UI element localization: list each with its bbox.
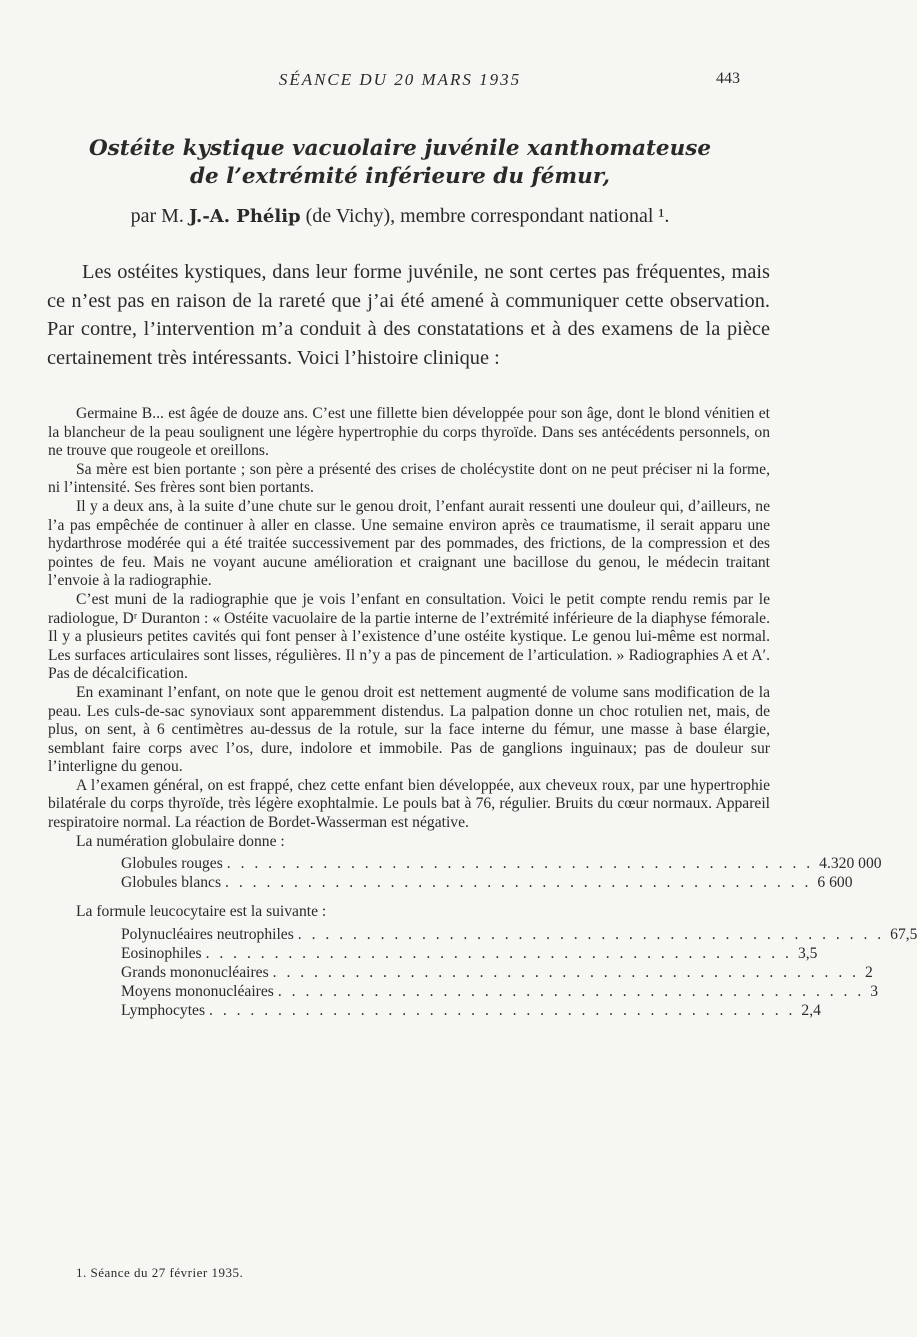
running-title: SÉANCE DU 20 MARS 1935 xyxy=(278,70,522,89)
page-number: 443 xyxy=(716,70,740,87)
table-row xyxy=(121,1001,821,1021)
row-value: 2 xyxy=(865,963,873,981)
row-label: Grands mononucléaires xyxy=(121,963,269,981)
footnote: 1. Séance du 27 février 1935. xyxy=(76,1265,244,1280)
formula-intro: La formule leucocytaire est la suivante : xyxy=(76,903,327,921)
dot-leader: . . . . . . . . . . . . . . . . . . . . . . . . . . . . . . . . . . . . . . . . . . . xyxy=(272,963,860,981)
table-row xyxy=(121,963,873,983)
intro-paragraph: Les ostéites kystiques, dans leur forme juvénile, ne sont certes pas fréquentes, mais ce n’est pas en raison de la rareté que j’ai été amené à communiquer cette observation. Par contre, l’intervention m’a conduit à des constatations et à des examens de la pièce certainement très intéressants. Voici l’histoire clinique : xyxy=(47,261,770,369)
paragraph: Germaine B... est âgée de douze ans. C’est une fillette bien développée pour son âge, dont le blond vénitien et la blancheur de la peau soulignent une légère hypertrophie du corps thyroïde. Dans ses antécédents personnels, on ne trouve que rougeole et oreillons. xyxy=(48,405,770,460)
table-row xyxy=(121,874,853,893)
row-label: Globules rouges xyxy=(121,855,223,873)
row-label: Polynucléaires neutrophiles xyxy=(121,925,294,943)
article-title xyxy=(40,135,760,191)
paragraph: Il y a deux ans, à la suite d’une chute sur le genou droit, l’enfant aurait ressenti une douleur qui, d’ailleurs, ne l’a pas empêchée de continuer à aller en classe. Une semaine environ après ce traumatisme, il serait apparu une hydarthrose modérée qui a été traitée successivement par des pommades, des frictions, de la compression et des pointes de feu. Mais ne voyant aucune amélioration et craignant une bacillose du genou, le médecin traitant l’envoie à la radiographie. xyxy=(48,497,770,590)
row-value: 6 600 xyxy=(817,874,853,892)
row-label: Lymphocytes xyxy=(121,1001,206,1019)
author-name: J.-A. Phélip xyxy=(188,206,301,227)
numeration-table xyxy=(121,855,882,893)
table-row xyxy=(121,944,818,964)
dot-leader: . . . . . . . . . . . . . . . . . . . . . . . . . . . . . . . . . . . . . . . . . . . xyxy=(297,925,885,943)
author-line xyxy=(40,205,760,228)
article-body xyxy=(48,405,917,1025)
paragraph: A l’examen général, on est frappé, chez cette enfant bien développée, aux cheveux roux, par une hypertrophie bilatérale du corps thyroïde, très légère exophtalmie. Le pouls bat à 76, régulier. Bruits du cœur normaux. Appareil respiratoire normal. La réaction de Bordet-Wasserman est négative. xyxy=(48,776,770,832)
numeration-intro: La numération globulaire donne : xyxy=(76,832,285,850)
dot-leader: . . . . . . . . . . . . . . . . . . . . . . . . . . . . . . . . . . . . . . . . . . . xyxy=(205,944,792,962)
page-header xyxy=(0,70,800,94)
row-label: Globules blancs xyxy=(121,874,222,892)
formula-table xyxy=(121,925,917,1021)
row-label: Moyens mononucléaires xyxy=(121,982,274,1000)
dot-leader: . . . . . . . . . . . . . . . . . . . . . . . . . . . . . . . . . . . . . . . . . . . xyxy=(277,982,865,1000)
row-value: 3 xyxy=(870,982,879,1000)
paragraph: Sa mère est bien portante ; son père a présenté des crises de cholécystite dont on ne peut préciser ni la forme, ni l’intensité. Ses frères sont bien portants. xyxy=(48,460,770,497)
dot-leader: . . . . . . . . . . . . . . . . . . . . . . . . . . . . . . . . . . . . . . . . . . . xyxy=(226,855,814,873)
title-line-1: Ostéite kystique vacuolaire juvénile xanthomateuse xyxy=(88,136,712,161)
row-value: 67,5 xyxy=(890,925,917,943)
paragraph: En examinant l’enfant, on note que le genou droit est nettement augmenté de volume sans modification de la peau. Les culs-de-sac synoviaux sont apparemment distendus. La palpation donne un choc rotulien net, mais, de plus, on sent, à 6 centimètres au-dessus de la rotule, sur la face interne du fémur, une masse à base élargie, semblant faire corps avec l’os, dure, indolore et immobile. Pas de ganglions inguinaux; pas de douleur sur l’interligne du genou. xyxy=(48,683,770,776)
dot-leader: . . . . . . . . . . . . . . . . . . . . . . . . . . . . . . . . . . . . . . . . . . . xyxy=(209,1001,796,1019)
author-affiliation: (de Vichy), membre correspondant national ¹. xyxy=(300,205,670,227)
paragraph: C’est muni de la radiographie que je vois l’enfant en consultation. Voici le petit compte rendu remis par le radiologue, Dʳ Duranton : « Ostéite vacuolaire de la partie interne de l’extrémité inférieure de la diaphyse fémorale. Il y a plusieurs petites cavités qui font penser à l’existence d’une ostéite kystique. Le genou lui-même est normal. Les surfaces articulaires sont lisses, régulières. Il n’y a pas de pincement de l’articulation. » Radiographies A et A′. Pas de décalcification. xyxy=(48,590,770,683)
table-row xyxy=(121,925,917,945)
row-value: 2,4 xyxy=(801,1001,821,1019)
table-row xyxy=(121,855,882,874)
row-value: 3,5 xyxy=(797,944,818,962)
dot-leader: . . . . . . . . . . . . . . . . . . . . . . . . . . . . . . . . . . . . . . . . . . . xyxy=(225,874,812,892)
author-prefix: par M. xyxy=(130,205,189,227)
title-line-2: de l’extrémité inférieure du fémur, xyxy=(189,164,611,189)
row-value: 4.320 000 xyxy=(819,855,882,873)
row-label: Eosinophiles xyxy=(121,944,202,962)
table-row xyxy=(121,982,879,1002)
